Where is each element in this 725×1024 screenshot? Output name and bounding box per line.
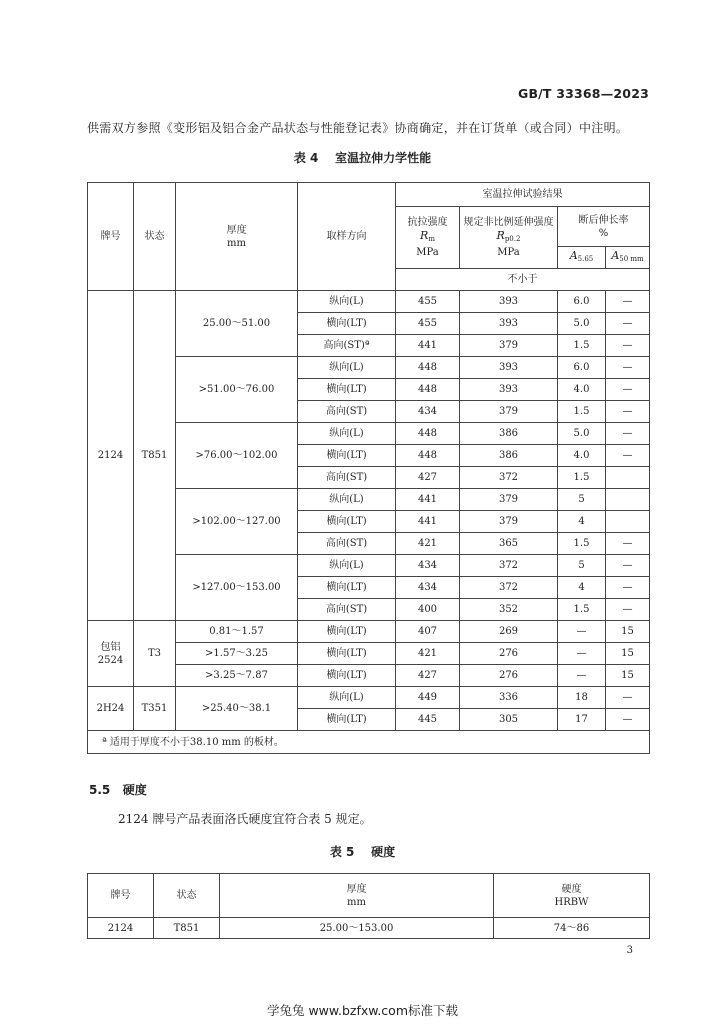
cell-rm: 441 [396,489,460,511]
cell-temper: T351 [134,687,176,731]
table4-footnote: ª 适用于厚度不小于38.10 mm 的板材。 [88,731,650,754]
cell-rm: 448 [396,445,460,467]
cell-rm: 455 [396,313,460,335]
cell-a565: 5 [558,489,606,511]
header-yield: 规定非比例延伸强度 $R_{p0.2}$ MPa [460,207,558,269]
cell-a565: — [558,665,606,687]
cell-direction: 高向(ST) [298,533,396,555]
cell-rp: 276 [460,643,558,665]
cell-thickness: >51.00～76.00 [176,357,298,423]
cell-a50: — [606,291,650,313]
cell-rp: 393 [460,379,558,401]
cell-a50: — [606,335,650,357]
header-not-less-than: 不小于 [396,269,650,291]
cell-a50: — [606,533,650,555]
cell-grade: 2124 [88,918,154,939]
cell-rp: 372 [460,577,558,599]
cell-a50 [606,489,650,511]
cell-rm: 427 [396,665,460,687]
cell-rm: 449 [396,687,460,709]
cell-rm: 400 [396,599,460,621]
cell-a50: — [606,313,650,335]
cell-temper: T851 [154,918,220,939]
cell-a565: 5.0 [558,313,606,335]
table4-caption: 表 4 室温拉伸力学性能 [293,151,432,165]
cell-a50: — [606,423,650,445]
cell-a565: 17 [558,709,606,731]
cell-rp: 379 [460,335,558,357]
header-tensile: 抗拉强度 $R_m$ MPa [396,207,460,269]
cell-direction: 高向(ST)ª [298,335,396,357]
header-grade: 牌号 [88,874,154,918]
cell-a565: 1.5 [558,335,606,357]
header-a565: $A_{5.65}$ [558,247,606,269]
cell-a50: — [606,379,650,401]
cell-a50: — [606,401,650,423]
header-thickness: 厚度 mm [176,183,298,291]
cell-rm: 445 [396,709,460,731]
cell-rp: 336 [460,687,558,709]
cell-direction: 高向(ST) [298,401,396,423]
table4-tensile-properties [87,182,650,754]
cell-a565: 18 [558,687,606,709]
cell-rm: 448 [396,357,460,379]
cell-grade: 包铝 2524 [88,621,134,687]
section-paragraph: 2124 牌号产品表面洛氏硬度宜符合表 5 规定。 [118,812,372,826]
cell-direction: 纵向(L) [298,555,396,577]
cell-rm: 427 [396,467,460,489]
cell-thickness: 25.00～51.00 [176,291,298,357]
header-hardness: 硬度 HRBW [494,874,650,918]
cell-direction: 横向(LT) [298,577,396,599]
cell-a565: 5 [558,555,606,577]
cell-rp: 372 [460,467,558,489]
cell-rp: 393 [460,357,558,379]
cell-thickness: >127.00～153.00 [176,555,298,621]
cell-a565: — [558,643,606,665]
intro-paragraph: 供需双方参照《变形铝及铝合金产品状态与性能登记表》协商确定，并在订货单（或合同）中注明。 [87,121,629,135]
table5-hardness [87,873,650,939]
cell-a565: 1.5 [558,599,606,621]
cell-direction: 横向(LT) [298,643,396,665]
header-direction: 取样方向 [298,183,396,291]
cell-rp: 305 [460,709,558,731]
footer-watermark: 学兔兔 www.bzfxw.com标准下载 [266,1003,458,1018]
cell-rm: 434 [396,577,460,599]
cell-direction: 高向(ST) [298,467,396,489]
header-elongation: 断后伸长率 % [558,207,650,247]
header-grade: 牌号 [88,183,134,291]
cell-a565: 4.0 [558,379,606,401]
cell-rm: 434 [396,401,460,423]
cell-rp: 379 [460,489,558,511]
header-temper: 状态 [134,183,176,291]
cell-rp: 365 [460,533,558,555]
cell-direction: 横向(LT) [298,709,396,731]
cell-a565: 1.5 [558,533,606,555]
header-thickness: 厚度 mm [220,874,494,918]
cell-a565: 4.0 [558,445,606,467]
cell-direction: 纵向(L) [298,423,396,445]
header-temper: 状态 [154,874,220,918]
cell-grade: 2H24 [88,687,134,731]
cell-thickness: 25.00～153.00 [220,918,494,939]
cell-rp: 352 [460,599,558,621]
cell-thickness: >3.25～7.87 [176,665,298,687]
cell-rp: 379 [460,401,558,423]
cell-a565: 4 [558,511,606,533]
cell-rm: 448 [396,379,460,401]
cell-direction: 横向(LT) [298,511,396,533]
cell-temper: T3 [134,621,176,687]
cell-rp: 393 [460,291,558,313]
cell-direction: 纵向(L) [298,687,396,709]
cell-rm: 421 [396,533,460,555]
cell-rp: 393 [460,313,558,335]
cell-thickness: >1.57～3.25 [176,643,298,665]
cell-a50: — [606,445,650,467]
cell-direction: 纵向(L) [298,489,396,511]
cell-a50: — [606,599,650,621]
cell-a565: 5.0 [558,423,606,445]
cell-thickness: 0.81～1.57 [176,621,298,643]
standard-code: GB/T 33368—2023 [517,86,649,101]
section-heading: 5.5 硬度 [89,783,147,797]
cell-grade: 2124 [88,291,134,621]
cell-thickness: >76.00～102.00 [176,423,298,489]
cell-temper: T851 [134,291,176,621]
page-number: 3 [626,945,633,956]
cell-hardness: 74～86 [494,918,650,939]
cell-a565: 6.0 [558,357,606,379]
cell-direction: 横向(LT) [298,313,396,335]
cell-a50: — [606,687,650,709]
cell-a50: — [606,709,650,731]
cell-rm: 407 [396,621,460,643]
cell-direction: 高向(ST) [298,599,396,621]
cell-a50: 15 [606,621,650,643]
cell-a565: — [558,621,606,643]
table5-caption: 表 5 硬度 [329,845,396,859]
cell-direction: 横向(LT) [298,379,396,401]
cell-thickness: >102.00～127.00 [176,489,298,555]
cell-a565: 1.5 [558,467,606,489]
cell-rm: 434 [396,555,460,577]
cell-a50: — [606,577,650,599]
cell-rp: 386 [460,423,558,445]
cell-rp: 379 [460,511,558,533]
cell-direction: 横向(LT) [298,665,396,687]
cell-a50: — [606,357,650,379]
cell-direction: 横向(LT) [298,621,396,643]
cell-rp: 269 [460,621,558,643]
cell-a50 [606,467,650,489]
cell-rp: 372 [460,555,558,577]
cell-thickness: >25.40～38.1 [176,687,298,731]
cell-a565: 6.0 [558,291,606,313]
cell-direction: 纵向(L) [298,291,396,313]
cell-a565: 4 [558,577,606,599]
cell-a50 [606,511,650,533]
cell-rm: 448 [396,423,460,445]
cell-a565: 1.5 [558,401,606,423]
cell-a50: 15 [606,665,650,687]
cell-rm: 455 [396,291,460,313]
header-results-group: 室温拉伸试验结果 [396,183,650,207]
cell-rp: 386 [460,445,558,467]
cell-rm: 441 [396,335,460,357]
cell-a50: 15 [606,643,650,665]
cell-direction: 纵向(L) [298,357,396,379]
cell-a50: — [606,555,650,577]
header-a50: $A_{50 mm}$ [606,247,650,269]
cell-rm: 441 [396,511,460,533]
cell-direction: 横向(LT) [298,445,396,467]
cell-rp: 276 [460,665,558,687]
cell-rm: 421 [396,643,460,665]
